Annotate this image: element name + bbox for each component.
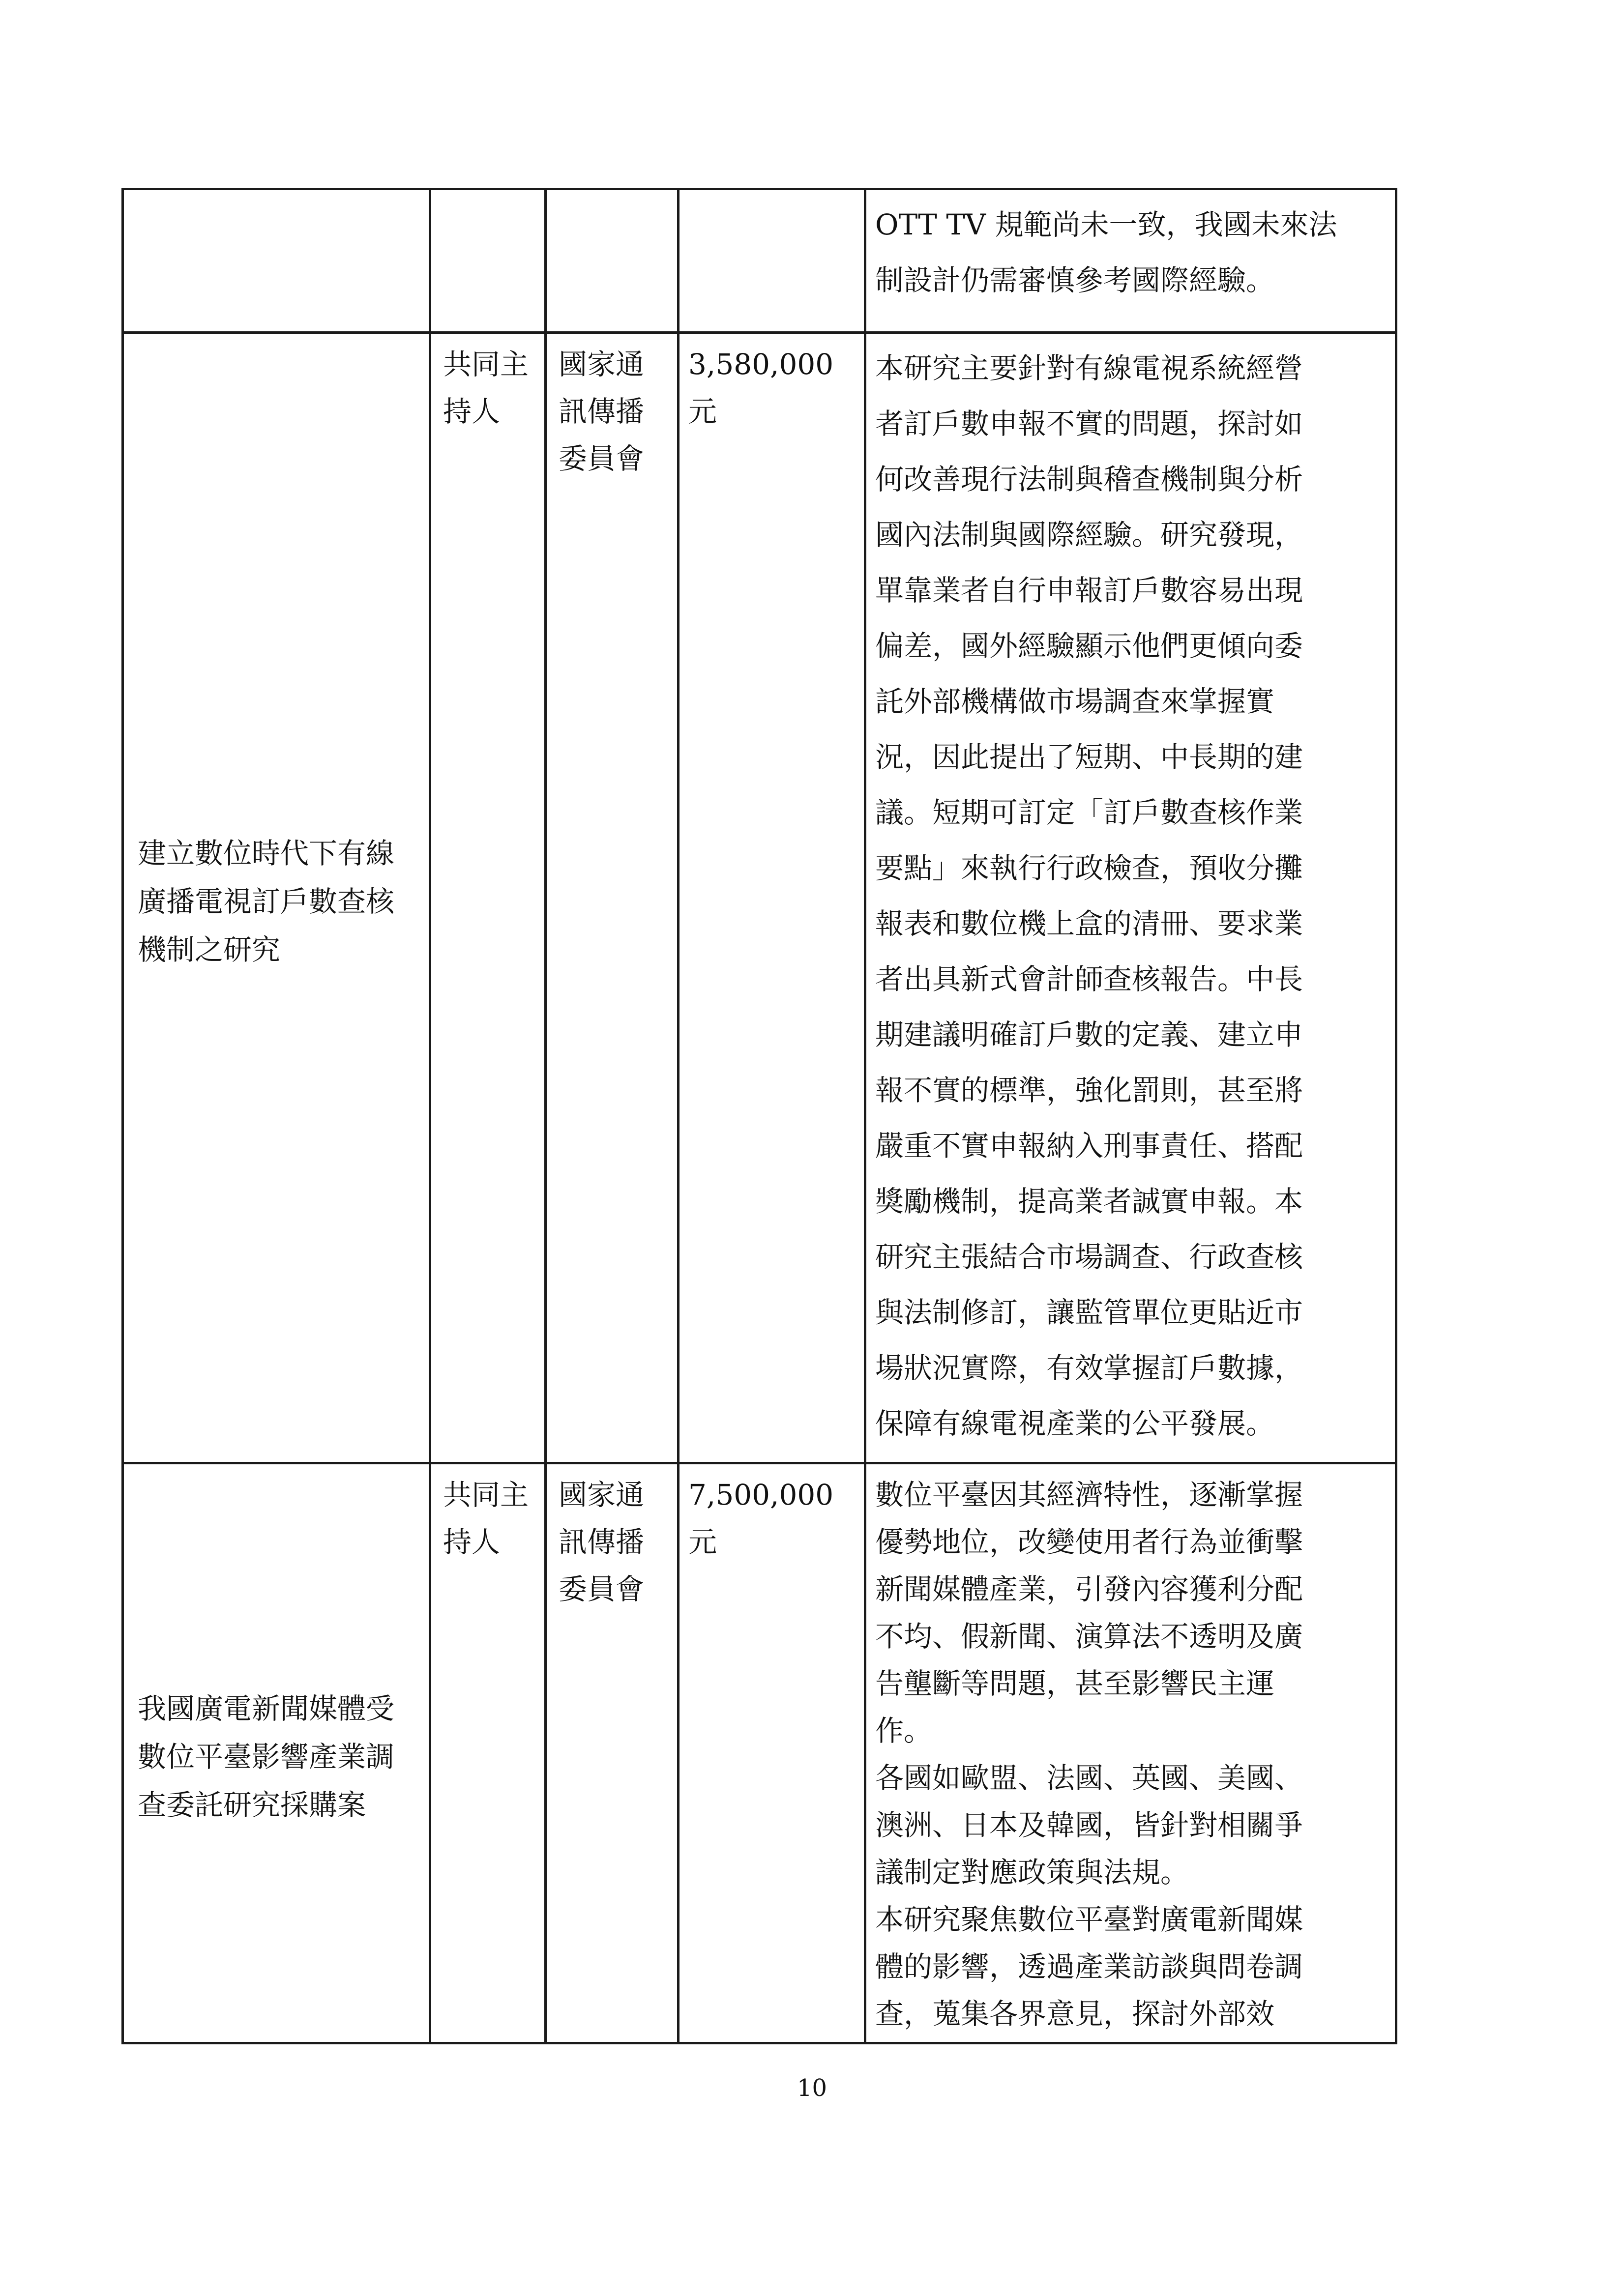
summary-line: 數位平臺因其經濟特性，逐漸掌握 <box>875 1478 1303 1511</box>
summary-cell <box>865 1463 1396 2043</box>
summary-line: 託外部機構做市場調查來掌握實 <box>875 685 1275 718</box>
summary-cell <box>865 333 1396 1463</box>
summary-line: 國內法制與國際經驗。研究發現， <box>875 518 1303 552</box>
summary-line: 研究主張結合市場調查、行政查核 <box>875 1240 1303 1274</box>
project-title-cell <box>123 189 430 333</box>
summary-line: 本研究聚焦數位平臺對廣電新聞媒 <box>875 1903 1303 1936</box>
summary-line: 保障有線電視產業的公平發展。 <box>875 1407 1275 1440</box>
summary-line: 何改善現行法制與稽查機制與分析 <box>875 463 1303 496</box>
agency-text: 國家通訊傳播委員會 <box>559 1478 645 1606</box>
summary-line: 單靠業者自行申報訂戶數容易出現 <box>875 574 1303 607</box>
summary-line: 本研究主要針對有線電視系統經營 <box>875 351 1303 385</box>
budget-cell <box>679 333 865 1463</box>
summary-line: 期建議明確訂戶數的定義、建立申 <box>875 1018 1303 1051</box>
project-title-cell <box>123 333 430 1463</box>
table-row <box>123 189 1396 333</box>
role-text: 共同主持人 <box>443 348 529 428</box>
agency-cell <box>546 333 679 1463</box>
role-cell <box>430 1463 546 2043</box>
page-number: 10 <box>797 2074 827 2102</box>
summary-line: 體的影響，透過產業訪談與問卷調 <box>875 1950 1303 1983</box>
summary-line: OTT TV 規範尚未一致，我國未來法 <box>875 208 1337 241</box>
budget-cell <box>679 1463 865 2043</box>
summary-line: 查，蒐集各界意見，探討外部效 <box>875 1997 1275 2031</box>
role-text: 共同主持人 <box>443 1478 529 1559</box>
table-row <box>123 1463 1396 2043</box>
summary-line: 嚴重不實申報納入刑事責任、搭配 <box>875 1129 1303 1163</box>
summary-line: 告壟斷等問題，甚至影響民主運 <box>875 1667 1275 1700</box>
project-title: 我國廣電新聞媒體受數位平臺影響產業調查委託研究採購案 <box>138 1691 395 1822</box>
agency-text: 國家通訊傳播委員會 <box>559 348 645 475</box>
summary-line: 者訂戶數申報不實的問題，探討如 <box>875 407 1303 440</box>
summary-line: 況，因此提出了短期、中長期的建 <box>875 740 1303 774</box>
summary-line: 者出具新式會計師查核報告。中長 <box>875 962 1303 996</box>
summary-line: 議制定對應政策與法規。 <box>875 1856 1189 1889</box>
summary-line: 制設計仍需審慎參考國際經驗。 <box>875 263 1275 297</box>
budget-cell <box>679 189 865 333</box>
agency-cell <box>546 1463 679 2043</box>
summary-line: 要點」來執行行政檢查，預收分攤 <box>875 851 1303 885</box>
summary-cell <box>865 189 1396 333</box>
summary-line: 與法制修訂，讓監管單位更貼近市 <box>875 1296 1303 1329</box>
summary-line: 場狀況實際，有效掌握訂戶數據， <box>875 1351 1303 1385</box>
summary-line: 澳洲、日本及韓國，皆針對相關爭 <box>875 1808 1303 1842</box>
budget-text: 3,580,000元 <box>688 348 834 428</box>
research-projects-table <box>121 188 1397 2044</box>
agency-cell <box>546 189 679 333</box>
summary-line: 報表和數位機上盒的清冊、要求業 <box>875 907 1303 940</box>
budget-text: 7,500,000元 <box>688 1478 834 1559</box>
summary-line: 作。 <box>875 1714 933 1747</box>
summary-line: 獎勵機制，提高業者誠實申報。本 <box>875 1185 1303 1218</box>
summary-line: 各國如歐盟、法國、英國、美國、 <box>875 1761 1303 1795</box>
project-title: 建立數位時代下有線廣播電視訂戶數查核機制之研究 <box>138 836 395 966</box>
summary-line: 議。短期可訂定「訂戶數查核作業 <box>875 796 1303 829</box>
summary-line: 偏差，國外經驗顯示他們更傾向委 <box>875 629 1303 663</box>
summary-line: 不均、假新聞、演算法不透明及廣 <box>875 1620 1303 1653</box>
project-title-cell <box>123 1463 430 2043</box>
role-cell <box>430 333 546 1463</box>
summary-line: 新聞媒體產業，引發內容獲利分配 <box>875 1572 1303 1606</box>
summary-line: 優勢地位，改變使用者行為並衝擊 <box>875 1525 1303 1559</box>
table-row <box>123 333 1396 1463</box>
role-cell <box>430 189 546 333</box>
summary-line: 報不實的標準，強化罰則，甚至將 <box>875 1074 1303 1107</box>
